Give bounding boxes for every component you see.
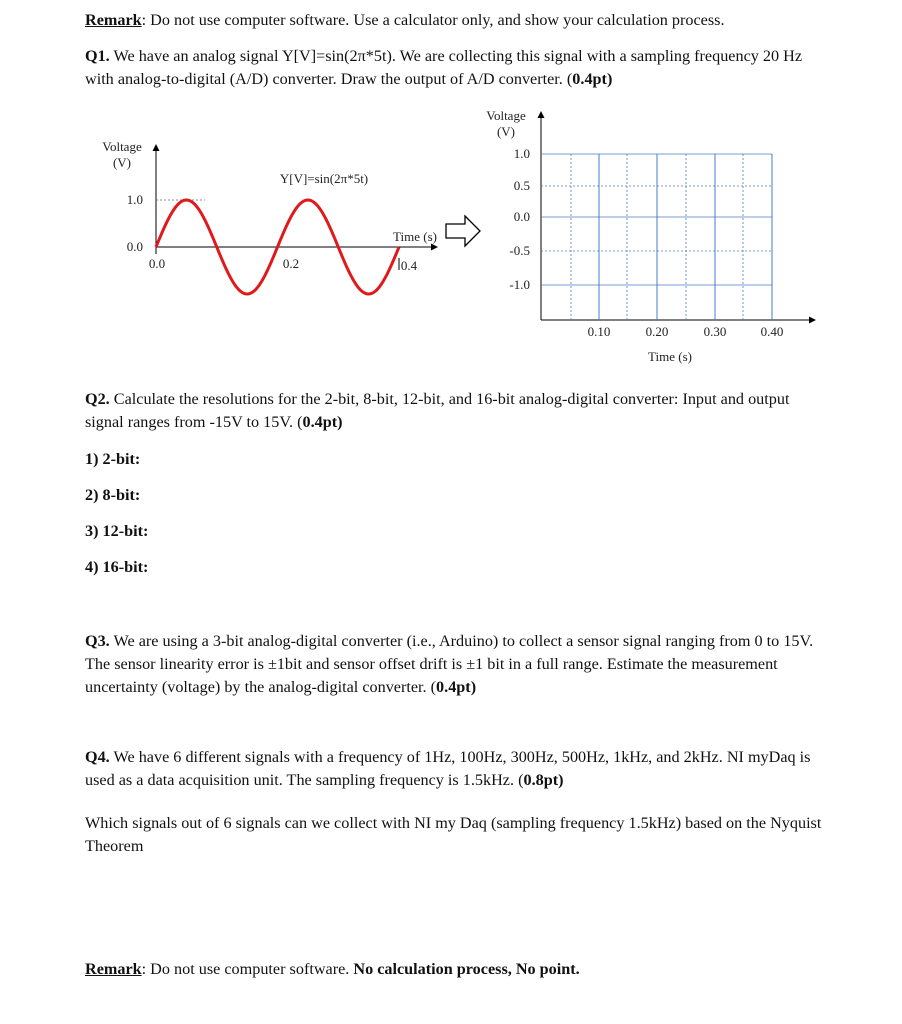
- right-ytick: 0.5: [513, 178, 530, 193]
- question-1: Q1. We have an analog signal Y[V]=sin(2π*5t). We are collecting this signal with a sampling frequency 20 Hz with analog-to-digital (A/D) converter. Draw the output of A/D converter. (0.4pt): [85, 47, 803, 88]
- q2-item-8bit: 2) 8-bit:: [85, 486, 141, 504]
- left-xlabel: Time (s): [393, 229, 437, 244]
- remark-bottom-text: : Do not use computer software.: [141, 960, 354, 978]
- q1-label: Q1.: [85, 47, 110, 65]
- remark-bottom: [85, 958, 825, 981]
- q3-text: We are using a 3-bit analog-digital converter (i.e., Arduino) to collect a sensor signal ranging from 0 to 15V. The sensor linearity error is ±1bit and sensor offset drift is ±1 bit in a full range. Estimate the measurement uncertainty (voltage) by the analog-digital converter. (: [85, 632, 814, 696]
- q1-points: 0.4pt: [572, 70, 607, 88]
- left-xtick-02: 0.2: [282, 256, 300, 271]
- question-3: Q3. We are using a 3-bit analog-digital converter (i.e., Arduino) to collect a sensor signal ranging from 0 to 15V. The sensor linearity error is ±1bit and sensor offset drift is ±1 bit in a full range. Estimate the measurement uncertainty (voltage) by the analog-digital converter. (0.4pt): [85, 632, 814, 696]
- q4-question: Which signals out of 6 signals can we collect with NI my Daq (sampling frequency 1.5kHz) based on the Nyquist Theorem: [85, 814, 822, 855]
- left-ytick-0: 0.0: [126, 239, 143, 254]
- right-arrow-icon: [446, 216, 480, 246]
- analog-signal-chart: [102, 139, 437, 294]
- question-2: Q2. Calculate the resolutions for the 2-bit, 8-bit, 12-bit, and 16-bit analog-digital converter: Input and output signal ranges from -15V to 15V. (0.4pt): [85, 390, 790, 431]
- q2-points: 0.4pt: [302, 413, 338, 431]
- q2-item-2bit: 1) 2-bit:: [85, 450, 141, 468]
- remark-text: : Do not use computer software. Use a calculator only, and show your calculation process.: [141, 11, 725, 29]
- left-ylabel-2: (V): [112, 155, 132, 170]
- right-xtick: 0.40: [760, 324, 784, 339]
- ad-output-chart: [486, 108, 815, 364]
- right-ylabel-2: (V): [496, 124, 516, 139]
- right-ylabel-1: Voltage: [486, 108, 526, 123]
- right-ytick: 0.0: [513, 209, 530, 224]
- q3-label: Q3.: [85, 632, 110, 650]
- right-ytick: -1.0: [509, 277, 530, 292]
- left-ylabel-1: Voltage: [102, 139, 142, 154]
- left-xtick-0: 0.0: [148, 256, 166, 271]
- q2-item-16bit: 4) 16-bit:: [85, 558, 149, 576]
- right-xtick: 0.30: [703, 324, 727, 339]
- right-xlabel: Time (s): [648, 349, 692, 364]
- remark-label: Remark: [85, 11, 142, 29]
- q2-item-12bit: 3) 12-bit:: [85, 522, 149, 540]
- q4-label: Q4.: [85, 748, 110, 766]
- signal-formula: Y[V]=sin(2π*5t): [279, 171, 369, 186]
- right-ytick: 1.0: [513, 146, 530, 161]
- q2-label: Q2.: [85, 390, 110, 408]
- question-4: Q4. We have 6 different signals with a frequency of 1Hz, 100Hz, 300Hz, 500Hz, 1kHz, and 2kHz. NI myDaq is used as a data acquisition unit. The sampling frequency is 1.5kHz. (0.8pt): [85, 748, 811, 789]
- right-xtick: 0.20: [645, 324, 669, 339]
- left-xtick-04: 0.4: [400, 258, 418, 273]
- q2-text: Calculate the resolutions for the 2-bit, 8-bit, 12-bit, and 16-bit analog-digital converter: Input and output signal ranges from -15V to 15V. (: [85, 390, 790, 431]
- q4-points: 0.8pt: [523, 771, 559, 789]
- remark-bottom-label: Remark: [85, 960, 142, 978]
- q1-figure: [0, 0, 902, 380]
- right-ytick: -0.5: [509, 243, 530, 258]
- left-ytick-1: 1.0: [126, 192, 143, 207]
- q3-points: 0.4pt: [436, 678, 471, 696]
- q4-text: We have 6 different signals with a frequency of 1Hz, 100Hz, 300Hz, 500Hz, 1kHz, and 2kHz. NI myDaq is used as a data acquisition unit. The sampling frequency is 1.5kHz. (: [85, 748, 811, 789]
- right-xtick: 0.10: [587, 324, 611, 339]
- remark-bottom-bold: No calculation process, No point.: [353, 960, 580, 978]
- grid-major-vertical: [599, 154, 772, 320]
- q1-text: We have an analog signal Y[V]=sin(2π*5t). We are collecting this signal with a sampling frequency 20 Hz with analog-to-digital (A/D) converter. Draw the output of A/D converter. (: [85, 47, 803, 88]
